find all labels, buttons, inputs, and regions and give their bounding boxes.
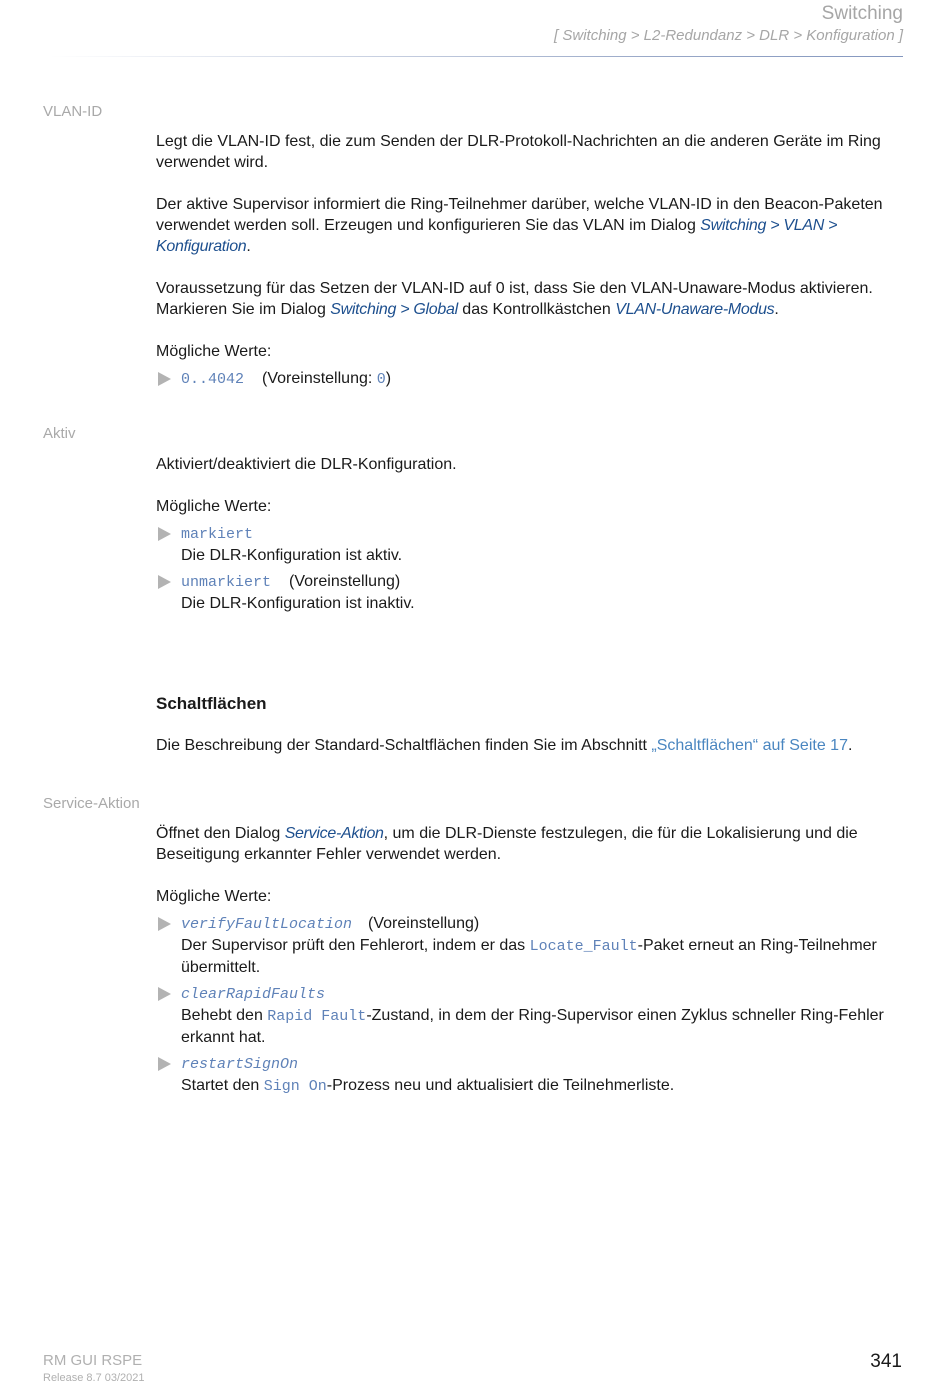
bullet-triangle-icon [158, 987, 171, 1001]
text: , um die DLR-Dienste festzulegen, die für die Lokalisierung und die Beseitigung erkannter Fehler verwendet werden. [156, 825, 858, 863]
service-section [156, 823, 908, 1097]
list-item [156, 983, 908, 1048]
paragraph: Aktiviert/deaktiviert die DLR-Konfiguration. [156, 456, 457, 473]
buttons-section [156, 693, 908, 756]
option-description [181, 1075, 908, 1097]
paragraph [156, 194, 908, 257]
possible-values-label: Mögliche Werte: [156, 888, 272, 905]
text: -Prozess neu und aktualisiert die Teilnehmerliste. [326, 1077, 675, 1094]
dialog-link-service-aktion[interactable]: Service-Aktion [284, 825, 384, 842]
option-value: restartSignOn [181, 1056, 299, 1073]
cross-reference-link[interactable]: „Schaltflächen“ auf Seite 17 [651, 737, 848, 754]
dialog-link-vlan-konfiguration[interactable]: Switching > VLAN > Konfiguration [156, 217, 838, 255]
section-label-vlan-id: VLAN-ID [43, 103, 103, 120]
list-item [156, 571, 908, 614]
section-label-service-aktion: Service-Aktion [43, 795, 140, 812]
option-value: clearRapidFaults [181, 986, 326, 1003]
footer-document-name: RM GUI RSPE [43, 1352, 143, 1369]
header-title: Switching [821, 3, 903, 24]
text: Der aktive Supervisor informiert die Ring-Teilnehmer darüber, welche VLAN-ID in den Beacon-Paketen verwendet werden soll. Erzeugen und konfigurieren Sie das VLAN im Dialog [156, 196, 883, 234]
section-label-aktiv: Aktiv [43, 425, 76, 442]
text: (Voreinstellung: [262, 370, 377, 387]
page-number: 341 [870, 1351, 902, 1372]
option-description [181, 935, 908, 978]
paragraph [156, 278, 908, 320]
option-description: Die DLR-Konfiguration ist aktiv. [181, 547, 403, 564]
bullet-triangle-icon [158, 372, 171, 386]
value-range: 0..4042 [181, 371, 245, 388]
vlan-id-section [156, 131, 908, 390]
bullet-triangle-icon [158, 527, 171, 541]
code-term: Rapid Fault [267, 1008, 367, 1025]
default-value: 0 [376, 371, 386, 388]
header-divider [50, 56, 903, 57]
breadcrumb: [ Switching > L2-Redundanz > DLR > Konfiguration ] [554, 27, 903, 44]
text: Behebt den [181, 1007, 268, 1024]
list-item [156, 523, 908, 566]
paragraph [156, 735, 908, 756]
text: ) [385, 370, 392, 387]
text: . [847, 737, 853, 754]
option-value: verifyFaultLocation [181, 916, 353, 933]
text: . [774, 301, 779, 318]
checkbox-ref-vlan-unaware[interactable]: VLAN-Unaware-Modus [615, 301, 775, 318]
text: Voraussetzung für das Setzen der VLAN-ID auf 0 ist, dass Sie den VLAN-Unaware-Modus aktivieren. Markieren Sie im Dialog [156, 280, 873, 318]
list-item [156, 368, 908, 390]
paragraph [156, 823, 908, 865]
possible-values-label: Mögliche Werte: [156, 343, 272, 360]
dialog-link-switching-global[interactable]: Switching > Global [330, 301, 458, 318]
text: -Zustand, in dem der Ring-Supervisor einen Zyklus schneller Ring-Fehler erkannt hat. [181, 1007, 884, 1046]
text: Der Supervisor prüft den Fehlerort, indem er das [181, 937, 530, 954]
option-value: unmarkiert [181, 574, 272, 591]
text: Die Beschreibung der Standard-Schaltflächen finden Sie im Abschnitt [156, 737, 652, 754]
bullet-triangle-icon [158, 575, 171, 589]
aktiv-section [156, 454, 908, 614]
list-item [156, 913, 908, 978]
option-description [181, 1005, 908, 1048]
bullet-triangle-icon [158, 1057, 171, 1071]
list-item [156, 1053, 908, 1097]
option-value: markiert [181, 526, 254, 543]
option-description: Die DLR-Konfiguration ist inaktiv. [181, 595, 415, 612]
possible-values-label: Mögliche Werte: [156, 498, 272, 515]
text: das Kontrollkästchen [457, 301, 616, 318]
paragraph: Legt die VLAN-ID fest, die zum Senden der DLR-Protokoll-Nachrichten an die anderen Geräte im Ring verwendet wird. [156, 133, 881, 171]
option-note: (Voreinstellung) [368, 915, 480, 932]
text: Startet den [181, 1077, 264, 1094]
code-term: Locate_Fault [529, 938, 638, 955]
text: Öffnet den Dialog [156, 825, 285, 842]
option-note: (Voreinstellung) [289, 573, 401, 590]
text: -Paket erneut an Ring-Teilnehmer übermittelt. [181, 937, 877, 976]
code-term: Sign On [263, 1078, 327, 1095]
section-heading: Schaltflächen [156, 694, 267, 713]
footer-release: Release 8.7 03/2021 [43, 1372, 145, 1384]
text: . [246, 238, 251, 255]
bullet-triangle-icon [158, 917, 171, 931]
